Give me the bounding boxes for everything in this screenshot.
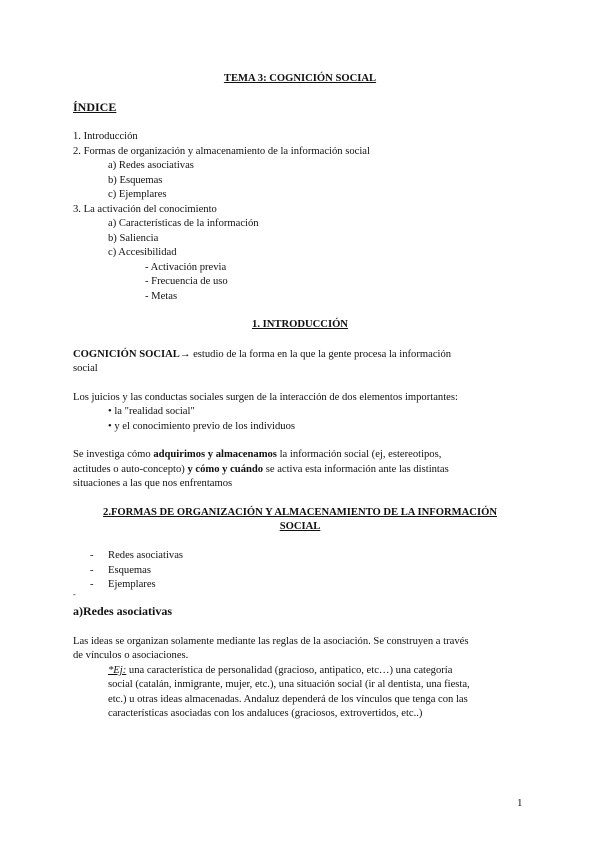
section-heading: 2.FORMAS DE ORGANIZACIÓN Y ALMACENAMIENTO DE LA INFORMACIÓN [103,507,497,518]
bullet-item: • la "realidad social" [108,406,195,417]
bullet-item: • y el conocimiento previo de los individuos [108,421,296,432]
subsection-heading: a)Redes asociativas [73,604,172,618]
list-dash: - [90,579,94,590]
example-line: características asociadas con los andaluces (graciosos, extrovertidos, etc..) [108,708,423,719]
section-heading: 1. INTRODUCCIÓN [252,319,348,330]
index-item: c) Ejemplares [108,189,167,200]
example-label: *Ej: [108,665,127,676]
document-title: TEMA 3: COGNICIÓN SOCIAL [223,73,377,84]
emphasis: y [205,449,216,460]
paragraph-line: Los juicios y las conductas sociales surgen de la interacción de dos elementos importantes: [73,392,458,403]
index-heading: ÍNDICE [73,100,117,114]
paragraph-line [73,463,449,476]
page-number: 1 [517,797,523,809]
example-line: etc.) u otras ideas almacenadas. Andaluz dependerá de los vínculos que tenga con las [108,694,468,705]
index-item: a) Características de la información [108,218,259,229]
section-heading-cont: SOCIAL [279,521,321,532]
index-item: 1. Introducción [73,131,138,142]
paragraph-line [73,348,451,361]
text: actitudes o auto-concepto) [73,464,188,475]
emphasis: y cómo y cuándo [187,464,264,475]
term: COGNICIÓN SOCIAL [73,349,180,360]
index-item: 2. Formas de organización y almacenamiento de la información social [73,146,370,157]
text: se activa esta información ante las distintas [263,464,449,475]
index-item: - Frecuencia de uso [145,276,228,287]
text: la información social (ej, estereotipos, [276,449,442,460]
paragraph-line: social [73,363,98,374]
index-item: 3. La activación del conocimiento [73,204,217,215]
index-item: b) Esquemas [108,175,163,186]
emphasis: adquirimos [153,449,206,460]
text: → estudio de la forma en la que la gente procesa la información [179,349,452,360]
paragraph-line [73,448,441,461]
paragraph-line: de vínculos o asociaciones. [73,650,189,661]
stray-mark: - [73,590,76,599]
list-item: Redes asociativas [108,550,184,561]
index-item: b) Saliencia [108,233,159,244]
example-line: social (catalán, inmigrante, mujer, etc.), una situación social (ir al dentista, una fiesta, [108,679,470,690]
list-item: Ejemplares [108,579,156,590]
index-item: - Activación previa [145,262,227,273]
paragraph-line: situaciones a las que nos enfrentamos [73,478,233,489]
index-item: a) Redes asociativas [108,160,194,171]
list-item: Esquemas [108,565,151,576]
example-line [108,664,452,677]
list-dash: - [90,565,94,576]
text: una característica de personalidad (gracioso, antipatico, etc…) una categoría [126,665,453,676]
index-item: - Metas [145,291,178,302]
index-item: c) Accesibilidad [108,247,177,258]
paragraph-line: Las ideas se organizan solamente mediante las reglas de la asociación. Se construyen a través [73,636,469,647]
text: Se investiga cómo [73,449,154,460]
emphasis: almacenamos [215,449,277,460]
list-dash: - [90,550,94,561]
